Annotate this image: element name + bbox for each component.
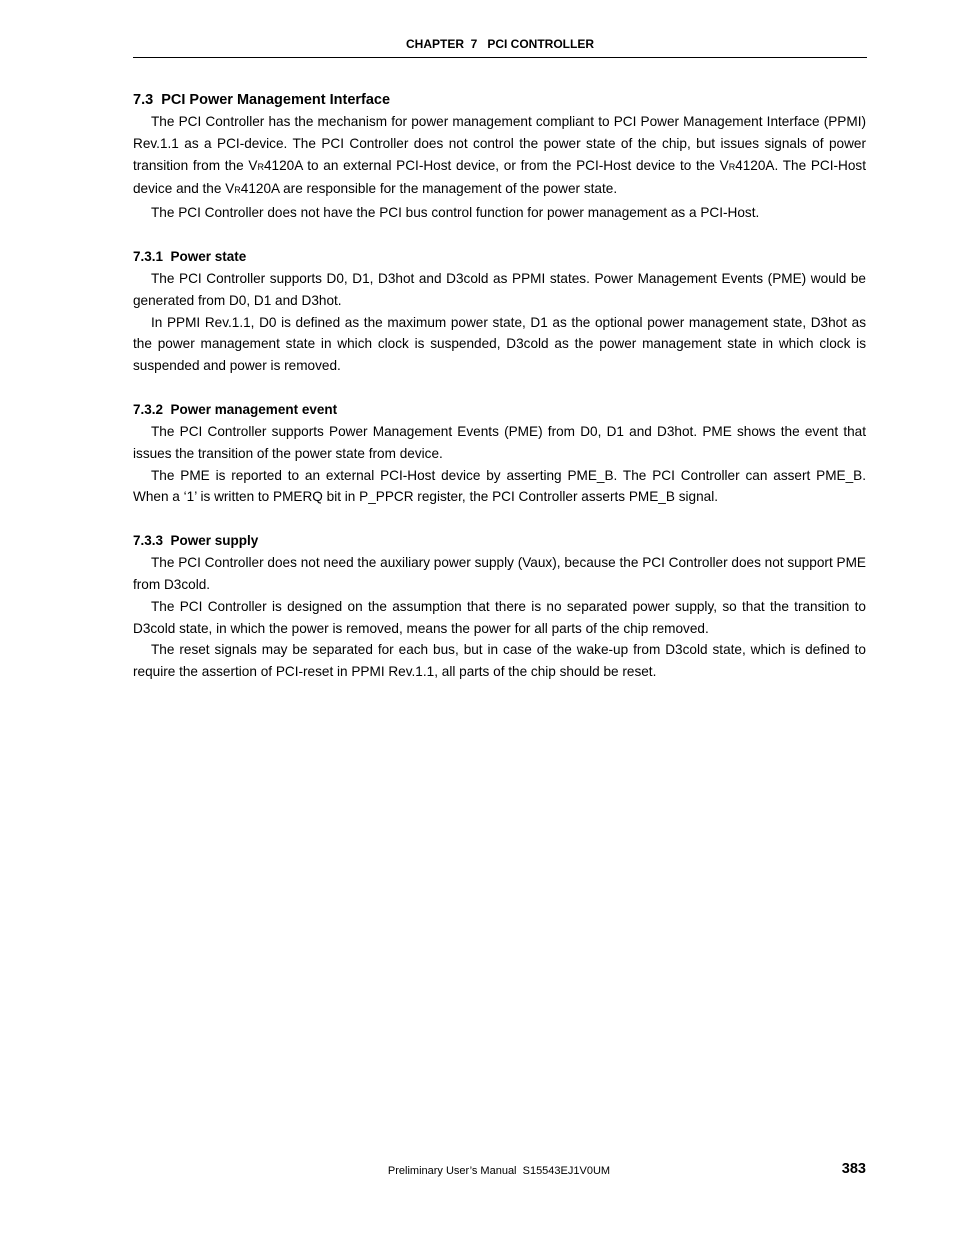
- text-run: 4120A are responsible for the management of the power state.: [240, 181, 618, 197]
- section-paragraph-2: The PCI Controller does not have the PCI bus control function for power management as a PCI-Host.: [151, 205, 760, 221]
- chapter-header: CHAPTER 7 PCI CONTROLLER: [405, 37, 594, 51]
- subsection-heading-power-state: 7.3.1 Power state: [133, 248, 247, 264]
- text-run: 4120A. The PCI-Host device and the V: [133, 157, 867, 197]
- power-state-paragraph-2: In PPMI Rev.1.1, D0 is defined as the maximum power state, D1 as the optional power management state, D3hot as the power management state in which clock is suspended, D3cold as the power management state in which clock is suspended and power is removed.: [133, 314, 866, 374]
- section-paragraph-1: [133, 111, 866, 202]
- pme-paragraph-2: The PME is reported to an external PCI-Host device by asserting PME_B. The PCI Controller can assert PME_B. When a ‘1’ is written to PMERQ bit in P_PPCR register, the PCI Controller asserts PME_B signal.: [133, 467, 866, 505]
- power-supply-paragraph-3: The reset signals may be separated for each bus, but in case of the wake-up from D3cold state, which is defined to require the assertion of PCI-reset in PPMI Rev.1.1, all parts of the chip should be reset.: [133, 642, 866, 680]
- power-state-paragraph-1: The PCI Controller supports D0, D1, D3hot and D3cold as PPMI states. Power Management Events (PME) would be generated from D0, D1 and D3hot.: [133, 270, 866, 308]
- subscript: R: [234, 185, 241, 196]
- subscript: R: [728, 161, 736, 172]
- pme-paragraph-1: The PCI Controller supports Power Management Events (PME) from D0, D1 and D3hot. PME shows the event that issues the transition of the power state from device.: [133, 423, 866, 461]
- power-supply-paragraph-2: The PCI Controller is designed on the assumption that there is no separated power supply, so that the transition to D3cold state, in which the power is removed, means the power for all parts of the chip removed.: [133, 598, 866, 636]
- power-supply-paragraph-1: The PCI Controller does not need the auxiliary power supply (Vaux), because the PCI Controller does not support PME from D3cold.: [133, 555, 866, 592]
- footer-manual-id: Preliminary User’s Manual S15543EJ1V0UM: [387, 1165, 611, 1177]
- subscript: R: [257, 161, 264, 172]
- text-run: The PCI Controller has the mechanism for power management compliant to PCI Power Management Interface (PPMI) Rev.1.1 as a PCI-device. The PCI Controller does not control the power state of the chip, but issues signals of power transition from the V: [133, 114, 866, 173]
- page-number: 383: [841, 1161, 866, 1177]
- page-content: [133, 90, 866, 683]
- subsection-heading-power-supply: 7.3.3 Power supply: [133, 533, 259, 549]
- header-rule: [133, 57, 867, 58]
- text-run: 4120A to an external PCI-Host device, or from the PCI-Host device to the V: [263, 157, 729, 173]
- subsection-heading-power-management-event: 7.3.2 Power management event: [133, 401, 338, 417]
- section-heading: 7.3 PCI Power Management Interface: [133, 92, 391, 108]
